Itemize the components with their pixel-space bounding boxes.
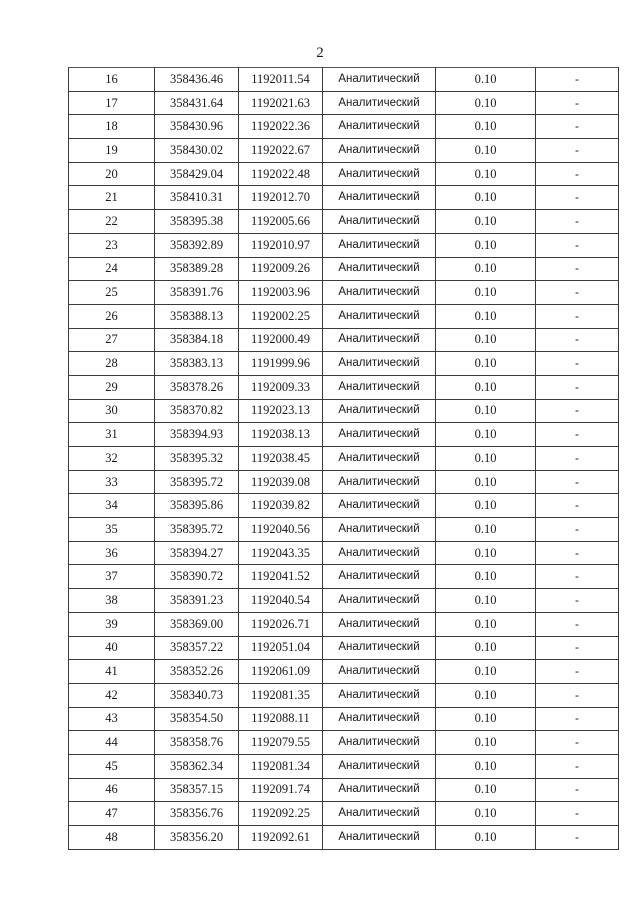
y-coordinate-cell: 1192081.35 [239,683,323,707]
accuracy-cell: 0.10 [436,707,536,731]
method-cell: Аналитический [323,636,436,660]
x-coordinate-cell: 358369.00 [155,612,239,636]
table-row [69,826,619,850]
point-number-cell: 19 [69,139,155,163]
note-cell: - [536,162,619,186]
x-coordinate-cell: 358436.46 [155,68,239,92]
point-number-cell: 24 [69,257,155,281]
accuracy-cell: 0.10 [436,210,536,234]
y-coordinate-cell: 1192088.11 [239,707,323,731]
x-coordinate-cell: 358391.76 [155,281,239,305]
note-cell: - [536,494,619,518]
accuracy-cell: 0.10 [436,281,536,305]
x-coordinate-cell: 358362.34 [155,754,239,778]
x-coordinate-cell: 358431.64 [155,91,239,115]
accuracy-cell: 0.10 [436,423,536,447]
note-cell: - [536,565,619,589]
x-coordinate-cell: 358395.32 [155,447,239,471]
note-cell: - [536,68,619,92]
method-cell: Аналитический [323,826,436,850]
note-cell: - [536,707,619,731]
y-coordinate-cell: 1191999.96 [239,352,323,376]
note-cell: - [536,115,619,139]
y-coordinate-cell: 1192039.82 [239,494,323,518]
note-cell: - [536,139,619,163]
accuracy-cell: 0.10 [436,162,536,186]
x-coordinate-cell: 358357.15 [155,778,239,802]
coordinates-table [68,67,619,850]
accuracy-cell: 0.10 [436,304,536,328]
point-number-cell: 32 [69,447,155,471]
point-number-cell: 46 [69,778,155,802]
table-body [69,68,619,850]
y-coordinate-cell: 1192092.25 [239,802,323,826]
y-coordinate-cell: 1192041.52 [239,565,323,589]
note-cell: - [536,778,619,802]
y-coordinate-cell: 1192091.74 [239,778,323,802]
y-coordinate-cell: 1192023.13 [239,399,323,423]
x-coordinate-cell: 358388.13 [155,304,239,328]
page-number: 2 [316,45,324,61]
method-cell: Аналитический [323,541,436,565]
x-coordinate-cell: 358378.26 [155,375,239,399]
accuracy-cell: 0.10 [436,731,536,755]
table-row [69,115,619,139]
point-number-cell: 16 [69,68,155,92]
y-coordinate-cell: 1192021.63 [239,91,323,115]
method-cell: Аналитический [323,375,436,399]
note-cell: - [536,281,619,305]
y-coordinate-cell: 1192009.26 [239,257,323,281]
x-coordinate-cell: 358430.02 [155,139,239,163]
y-coordinate-cell: 1192022.36 [239,115,323,139]
accuracy-cell: 0.10 [436,68,536,92]
accuracy-cell: 0.10 [436,541,536,565]
table-row [69,162,619,186]
accuracy-cell: 0.10 [436,778,536,802]
point-number-cell: 40 [69,636,155,660]
x-coordinate-cell: 358391.23 [155,589,239,613]
accuracy-cell: 0.10 [436,328,536,352]
method-cell: Аналитический [323,210,436,234]
method-cell: Аналитический [323,612,436,636]
method-cell: Аналитический [323,233,436,257]
point-number-cell: 18 [69,115,155,139]
method-cell: Аналитический [323,162,436,186]
method-cell: Аналитический [323,115,436,139]
note-cell: - [536,612,619,636]
x-coordinate-cell: 358410.31 [155,186,239,210]
point-number-cell: 44 [69,731,155,755]
table-row [69,731,619,755]
y-coordinate-cell: 1192012.70 [239,186,323,210]
accuracy-cell: 0.10 [436,470,536,494]
y-coordinate-cell: 1192051.04 [239,636,323,660]
method-cell: Аналитический [323,399,436,423]
accuracy-cell: 0.10 [436,186,536,210]
point-number-cell: 36 [69,541,155,565]
accuracy-cell: 0.10 [436,518,536,542]
point-number-cell: 25 [69,281,155,305]
point-number-cell: 42 [69,683,155,707]
method-cell: Аналитический [323,186,436,210]
table-row [69,470,619,494]
note-cell: - [536,683,619,707]
accuracy-cell: 0.10 [436,139,536,163]
note-cell: - [536,636,619,660]
table-row [69,139,619,163]
method-cell: Аналитический [323,352,436,376]
point-number-cell: 47 [69,802,155,826]
x-coordinate-cell: 358384.18 [155,328,239,352]
x-coordinate-cell: 358352.26 [155,660,239,684]
method-cell: Аналитический [323,328,436,352]
accuracy-cell: 0.10 [436,589,536,613]
note-cell: - [536,470,619,494]
y-coordinate-cell: 1192002.25 [239,304,323,328]
method-cell: Аналитический [323,660,436,684]
table-row [69,707,619,731]
accuracy-cell: 0.10 [436,660,536,684]
table-row [69,541,619,565]
point-number-cell: 43 [69,707,155,731]
table-row [69,210,619,234]
x-coordinate-cell: 358395.72 [155,470,239,494]
x-coordinate-cell: 358430.96 [155,115,239,139]
y-coordinate-cell: 1192039.08 [239,470,323,494]
method-cell: Аналитический [323,304,436,328]
x-coordinate-cell: 358383.13 [155,352,239,376]
x-coordinate-cell: 358390.72 [155,565,239,589]
point-number-cell: 17 [69,91,155,115]
accuracy-cell: 0.10 [436,802,536,826]
accuracy-cell: 0.10 [436,636,536,660]
y-coordinate-cell: 1192038.45 [239,447,323,471]
table-row [69,328,619,352]
point-number-cell: 41 [69,660,155,684]
y-coordinate-cell: 1192079.55 [239,731,323,755]
method-cell: Аналитический [323,423,436,447]
point-number-cell: 20 [69,162,155,186]
x-coordinate-cell: 358358.76 [155,731,239,755]
x-coordinate-cell: 358429.04 [155,162,239,186]
y-coordinate-cell: 1192038.13 [239,423,323,447]
point-number-cell: 45 [69,754,155,778]
method-cell: Аналитический [323,731,436,755]
method-cell: Аналитический [323,778,436,802]
method-cell: Аналитический [323,281,436,305]
accuracy-cell: 0.10 [436,494,536,518]
accuracy-cell: 0.10 [436,233,536,257]
method-cell: Аналитический [323,589,436,613]
note-cell: - [536,802,619,826]
note-cell: - [536,210,619,234]
table-row [69,68,619,92]
point-number-cell: 22 [69,210,155,234]
point-number-cell: 33 [69,470,155,494]
table-row [69,778,619,802]
accuracy-cell: 0.10 [436,612,536,636]
method-cell: Аналитический [323,257,436,281]
accuracy-cell: 0.10 [436,91,536,115]
table-row [69,257,619,281]
table-row [69,186,619,210]
x-coordinate-cell: 358389.28 [155,257,239,281]
table-row [69,494,619,518]
method-cell: Аналитический [323,518,436,542]
y-coordinate-cell: 1192040.56 [239,518,323,542]
table-row [69,423,619,447]
table-row [69,304,619,328]
accuracy-cell: 0.10 [436,826,536,850]
x-coordinate-cell: 358392.89 [155,233,239,257]
note-cell: - [536,375,619,399]
x-coordinate-cell: 358394.93 [155,423,239,447]
point-number-cell: 35 [69,518,155,542]
method-cell: Аналитический [323,707,436,731]
table-row [69,660,619,684]
x-coordinate-cell: 358394.27 [155,541,239,565]
point-number-cell: 26 [69,304,155,328]
point-number-cell: 27 [69,328,155,352]
point-number-cell: 31 [69,423,155,447]
point-number-cell: 29 [69,375,155,399]
point-number-cell: 28 [69,352,155,376]
point-number-cell: 39 [69,612,155,636]
note-cell: - [536,399,619,423]
table-row [69,754,619,778]
y-coordinate-cell: 1192061.09 [239,660,323,684]
note-cell: - [536,352,619,376]
method-cell: Аналитический [323,565,436,589]
note-cell: - [536,328,619,352]
y-coordinate-cell: 1192022.67 [239,139,323,163]
table-row [69,565,619,589]
table-row [69,281,619,305]
note-cell: - [536,660,619,684]
note-cell: - [536,754,619,778]
accuracy-cell: 0.10 [436,754,536,778]
x-coordinate-cell: 358395.86 [155,494,239,518]
note-cell: - [536,826,619,850]
x-coordinate-cell: 358356.20 [155,826,239,850]
y-coordinate-cell: 1192022.48 [239,162,323,186]
table-row [69,352,619,376]
note-cell: - [536,257,619,281]
table-row [69,802,619,826]
y-coordinate-cell: 1192000.49 [239,328,323,352]
point-number-cell: 48 [69,826,155,850]
point-number-cell: 21 [69,186,155,210]
table-row [69,683,619,707]
note-cell: - [536,589,619,613]
method-cell: Аналитический [323,494,436,518]
table-row [69,612,619,636]
point-number-cell: 30 [69,399,155,423]
note-cell: - [536,447,619,471]
accuracy-cell: 0.10 [436,115,536,139]
accuracy-cell: 0.10 [436,352,536,376]
note-cell: - [536,518,619,542]
x-coordinate-cell: 358356.76 [155,802,239,826]
y-coordinate-cell: 1192009.33 [239,375,323,399]
y-coordinate-cell: 1192005.66 [239,210,323,234]
y-coordinate-cell: 1192043.35 [239,541,323,565]
note-cell: - [536,541,619,565]
method-cell: Аналитический [323,447,436,471]
table-row [69,91,619,115]
accuracy-cell: 0.10 [436,257,536,281]
y-coordinate-cell: 1192026.71 [239,612,323,636]
y-coordinate-cell: 1192040.54 [239,589,323,613]
method-cell: Аналитический [323,68,436,92]
table-row [69,375,619,399]
table-row [69,636,619,660]
method-cell: Аналитический [323,91,436,115]
y-coordinate-cell: 1192011.54 [239,68,323,92]
y-coordinate-cell: 1192081.34 [239,754,323,778]
x-coordinate-cell: 358340.73 [155,683,239,707]
point-number-cell: 34 [69,494,155,518]
y-coordinate-cell: 1192010.97 [239,233,323,257]
note-cell: - [536,233,619,257]
note-cell: - [536,304,619,328]
method-cell: Аналитический [323,683,436,707]
accuracy-cell: 0.10 [436,375,536,399]
table-row [69,447,619,471]
table-row [69,399,619,423]
accuracy-cell: 0.10 [436,399,536,423]
method-cell: Аналитический [323,754,436,778]
point-number-cell: 37 [69,565,155,589]
accuracy-cell: 0.10 [436,683,536,707]
y-coordinate-cell: 1192092.61 [239,826,323,850]
method-cell: Аналитический [323,139,436,163]
table-row [69,518,619,542]
x-coordinate-cell: 358395.38 [155,210,239,234]
table-row [69,589,619,613]
point-number-cell: 23 [69,233,155,257]
x-coordinate-cell: 358354.50 [155,707,239,731]
x-coordinate-cell: 358370.82 [155,399,239,423]
x-coordinate-cell: 358395.72 [155,518,239,542]
note-cell: - [536,91,619,115]
y-coordinate-cell: 1192003.96 [239,281,323,305]
method-cell: Аналитический [323,470,436,494]
table-row [69,233,619,257]
note-cell: - [536,731,619,755]
point-number-cell: 38 [69,589,155,613]
note-cell: - [536,186,619,210]
x-coordinate-cell: 358357.22 [155,636,239,660]
method-cell: Аналитический [323,802,436,826]
note-cell: - [536,423,619,447]
accuracy-cell: 0.10 [436,447,536,471]
accuracy-cell: 0.10 [436,565,536,589]
